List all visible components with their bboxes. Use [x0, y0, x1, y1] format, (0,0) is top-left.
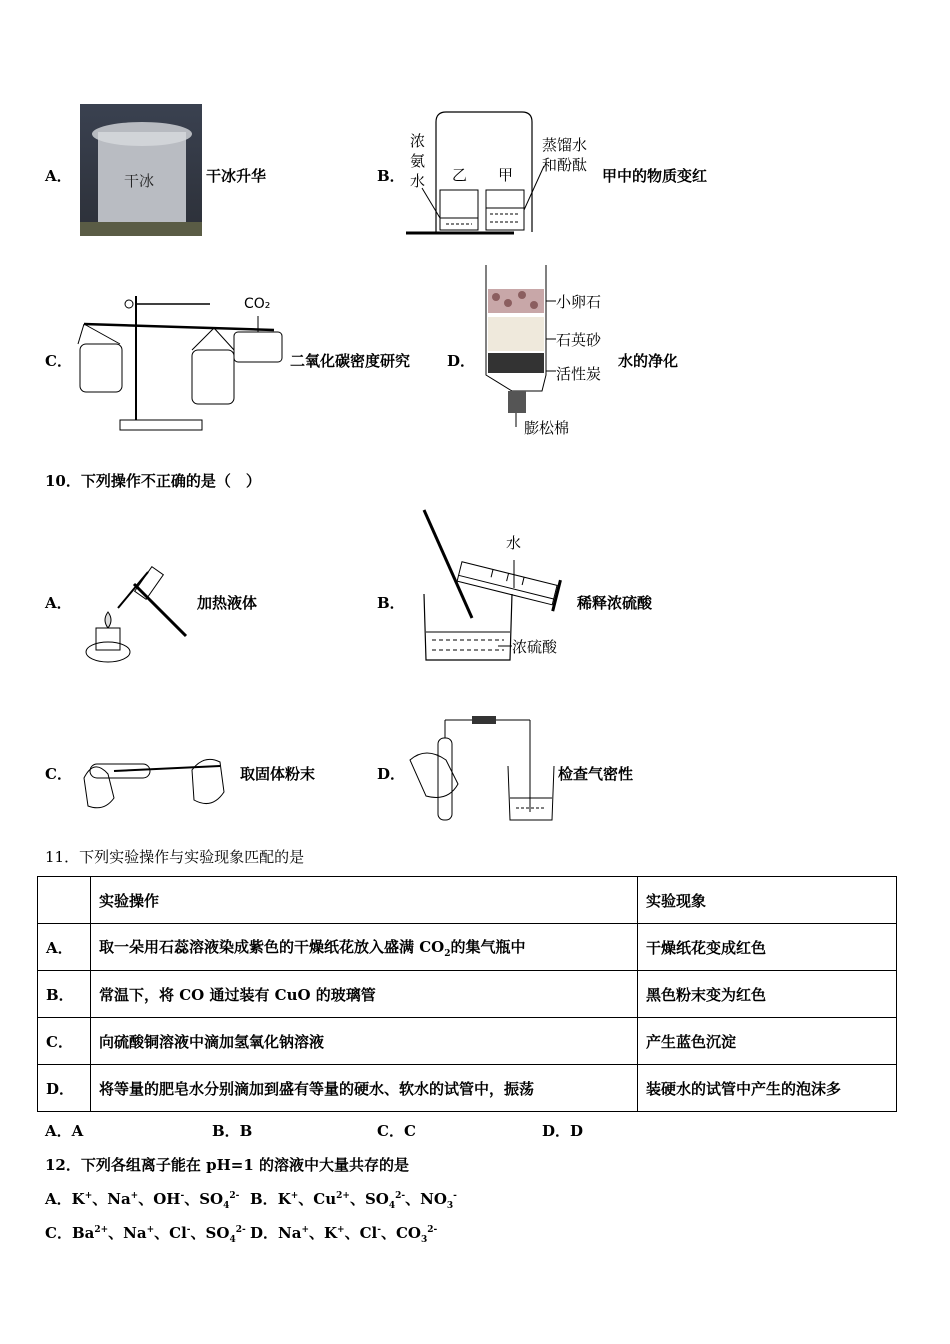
svg-text:水: 水 — [410, 172, 426, 190]
water-purifier-diagram — [484, 265, 620, 440]
q9-option-d-text: 水的净化 — [618, 352, 679, 370]
table-row: A． 取一朵用石蕊溶液染成紫色的干燥纸花放入盛满 $CO_2$的集气瓶中 干燥纸花变成红色 — [38, 924, 897, 971]
header-phenomenon: 实验现象 — [638, 877, 897, 924]
dry-ice-photo — [80, 104, 202, 236]
table-header-row — [38, 877, 897, 924]
q9-option-a-letter: A． — [45, 167, 72, 185]
svg-text:CO₂: CO₂ — [244, 296, 271, 312]
q10-option-b-letter: B． — [377, 594, 405, 612]
q12-title: 12．下列各组离子能在 pH=1 的溶液中大量共存的是 — [45, 1156, 409, 1174]
q10-option-c-letter: C． — [45, 765, 72, 783]
q12-option-a: A．K+、Na+、OH-、$SO_4^{2-}$ — [45, 1190, 240, 1211]
q9-option-b-letter: B． — [377, 167, 405, 185]
svg-text:甲: 甲 — [498, 166, 514, 184]
q10-title: 10．下列操作不正确的是（ ） — [45, 472, 261, 490]
svg-text:氨: 氨 — [410, 152, 426, 170]
svg-text:膨松棉: 膨松棉 — [524, 419, 570, 437]
q10-option-a-letter: A． — [45, 594, 72, 612]
q11-answer-a: A．A — [45, 1122, 84, 1140]
q11-answer-c: C．C — [377, 1122, 416, 1140]
svg-text:水: 水 — [506, 534, 522, 552]
airtight-check-diagram — [406, 716, 556, 824]
q10-option-d-text: 检查气密性 — [558, 765, 634, 783]
dilute-acid-diagram — [410, 508, 572, 668]
q12-option-d: D．Na+、K+、Cl-、$CO_3^{2-}$ — [250, 1224, 438, 1245]
header-operation: 实验操作 — [91, 877, 638, 924]
svg-text:乙: 乙 — [452, 166, 468, 184]
q9-option-b-text: 甲中的物质变红 — [602, 167, 708, 185]
q12-option-b: B．K+、$Cu^{2+}$、$SO_4^{2-}$、$NO_3^-$ — [250, 1190, 457, 1211]
svg-text:蒸馏水: 蒸馏水 — [542, 136, 588, 154]
q10-option-b-text: 稀释浓硫酸 — [577, 594, 653, 612]
q12-option-c: C．$Ba^{2+}$、Na+、Cl-、$SO_4^{2-}$ — [45, 1224, 246, 1245]
ammonia-diffusion-diagram — [404, 108, 604, 240]
q10-option-c-text: 取固体粉末 — [240, 765, 316, 783]
table-row: B． 常温下，将 CO 通过装有 CuO 的玻璃管 黑色粉末变为红色 — [38, 971, 897, 1018]
q11-answer-d: D．D — [542, 1122, 584, 1140]
co2-balance-diagram — [74, 288, 288, 434]
table-row: C． 向硫酸铜溶液中滴加氢氧化钠溶液 产生蓝色沉淀 — [38, 1018, 897, 1065]
q9-option-d-letter: D． — [447, 352, 476, 370]
powder-sampling-diagram — [74, 748, 230, 818]
svg-text:浓: 浓 — [410, 132, 426, 150]
svg-text:活性炭: 活性炭 — [556, 365, 602, 383]
experiment-table — [37, 876, 897, 1112]
q9-option-c-text: 二氧化碳密度研究 — [290, 352, 411, 370]
q11-answer-b: B．B — [212, 1122, 253, 1140]
q9-option-a-text: 干冰升华 — [206, 167, 267, 185]
svg-text:和酚酞: 和酚酞 — [542, 156, 588, 174]
q9-option-c-letter: C． — [45, 352, 72, 370]
q10-option-d-letter: D． — [377, 765, 406, 783]
svg-text:石英砂: 石英砂 — [556, 331, 602, 349]
q10-option-a-text: 加热液体 — [197, 594, 258, 612]
heating-liquid-diagram — [78, 562, 190, 668]
svg-text:小卵石: 小卵石 — [556, 293, 602, 311]
q11-title: 11．下列实验操作与实验现象匹配的是 — [45, 848, 305, 866]
svg-text:浓硫酸: 浓硫酸 — [512, 638, 558, 656]
table-row: D． 将等量的肥皂水分别滴加到盛有等量的硬水、软水的试管中，振荡 装硬水的试管中产生的泡沫多 — [38, 1065, 897, 1112]
dry-ice-label: 干冰 — [124, 172, 155, 190]
